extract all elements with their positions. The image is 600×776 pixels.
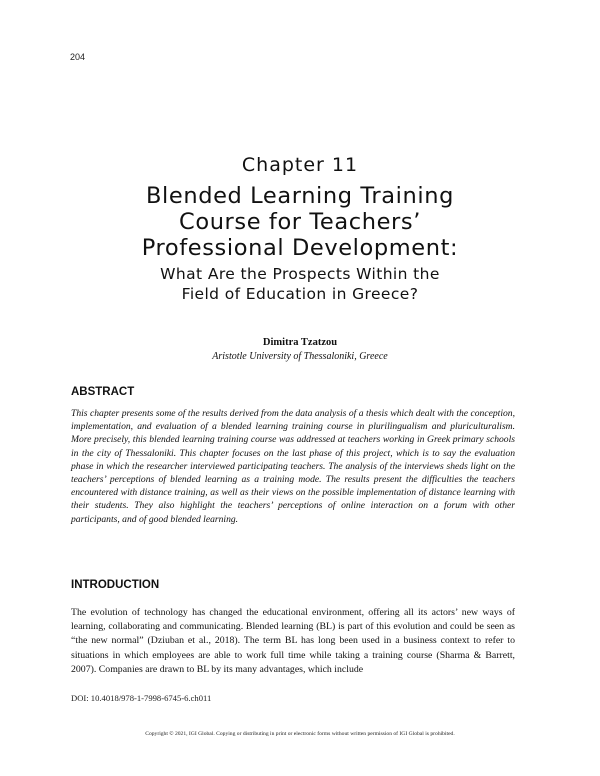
chapter-title-line: Professional Development: bbox=[141, 235, 459, 261]
author-name: Dimitra Tzatzou bbox=[262, 337, 338, 348]
chapter-subtitle-line: Field of Education in Greece? bbox=[181, 285, 419, 303]
introduction-heading: INTRODUCTION bbox=[71, 579, 160, 591]
chapter-title bbox=[0, 183, 600, 261]
abstract-heading: ABSTRACT bbox=[71, 386, 135, 398]
page-number: 204 bbox=[70, 52, 86, 62]
chapter-title-line: Course for Teachers’ bbox=[179, 209, 421, 235]
chapter-title-line: Blended Learning Training bbox=[146, 183, 454, 209]
author-affiliation: Aristotle University of Thessaloniki, Greece bbox=[212, 351, 388, 362]
chapter-label: Chapter 11 bbox=[241, 154, 359, 176]
doi-footnote: DOI: 10.4018/978-1-7998-6745-6.ch011 bbox=[71, 693, 212, 703]
introduction-text: The evolution of technology has changed the educational environment, offering all its actors’ new ways of learning, collaborating and communicating. Blended learning (BL) is part of this evolution and could be seen as “the new normal” (Dziuban et al., 2018). The term BL has long been used in a business context to refer to situations in which employees are able to work full time while taking a training course (Sharma & Barrett, 2007). Companies are drawn to BL by its many advantages, which include bbox=[71, 607, 515, 675]
abstract-text: This chapter presents some of the results derived from the data analysis of a thesis which dealt with the conception, implementation, and evaluation of a blended learning training course in plurilingualism and pluriculturalism. More precisely, this blended learning training course was addressed at teachers working in Greek primary schools in the city of Thessaloniki. This chapter focuses on the last phase of this project, which is to say the evaluation phase in which the researcher interviewed participating teachers. The analysis of the interviews sheds light on the teachers’ perceptions of blended learning as a training mode. The results present the difficulties the teachers encountered with distance training, as well as their views on the possible implementation of distance learning with their students. They also highlight the teachers’ perceptions of online interaction on a forum with other participants, and of good blended learning. bbox=[71, 408, 515, 525]
chapter-subtitle bbox=[0, 264, 600, 304]
copyright-notice: Copyright © 2021, IGI Global. Copying or distributing in print or electronic forms without written permission of IGI Global is prohibited. bbox=[145, 731, 455, 737]
chapter-subtitle-line: What Are the Prospects Within the bbox=[160, 265, 440, 283]
